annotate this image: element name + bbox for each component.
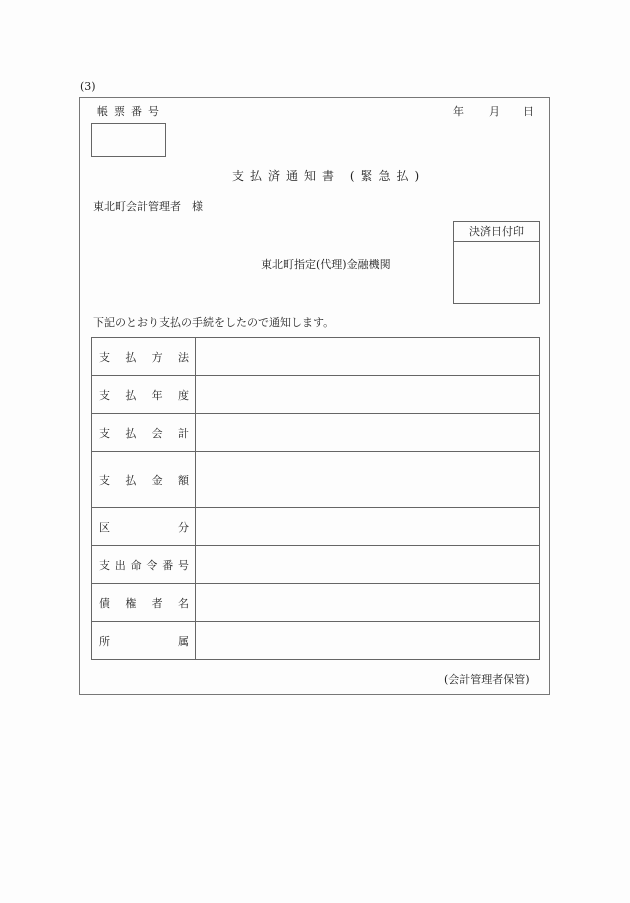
settlement-stamp-box [453,221,540,304]
row-value-field[interactable] [196,376,540,414]
form-number-label: 帳票番号 [97,105,165,118]
payment-details-table [91,337,540,660]
row-label: 所 属 [92,622,196,660]
row-value-field[interactable] [196,338,540,376]
date-month-label: 月 [489,105,500,118]
row-label: 支 払 会 計 [92,414,196,452]
row-label: 支 払 方 法 [92,338,196,376]
row-value-field[interactable] [196,452,540,508]
row-value-field[interactable] [196,508,540,546]
date-year-label: 年 [453,105,464,118]
table-row [92,414,540,452]
row-label: 支 払 金 額 [92,452,196,508]
table-row [92,376,540,414]
table-row [92,546,540,584]
row-value-field[interactable] [196,546,540,584]
sender-bank: 東北町指定(代理)金融機関 [261,258,391,271]
table-row [92,584,540,622]
table-row [92,622,540,660]
document-title: 支払済通知書 (緊急払) [232,169,426,183]
row-value-field[interactable] [196,622,540,660]
date-day-label: 日 [523,105,534,118]
row-label: 区 分 [92,508,196,546]
row-value-field[interactable] [196,414,540,452]
row-value-field[interactable] [196,584,540,622]
row-label: 債 権 者 名 [92,584,196,622]
form-number-field[interactable] [91,123,166,157]
settlement-stamp-label: 決済日付印 [454,222,539,242]
row-label: 支 出 命 令 番 号 [92,546,196,584]
notice-text: 下記のとおり支払の手続をしたので通知します。 [93,316,335,329]
row-label: 支 払 年 度 [92,376,196,414]
section-number: (3) [80,80,96,93]
table-row [92,508,540,546]
table-row [92,338,540,376]
addressee: 東北町会計管理者 様 [93,200,203,213]
table-row [92,452,540,508]
retention-note: (会計管理者保管) [444,673,530,686]
